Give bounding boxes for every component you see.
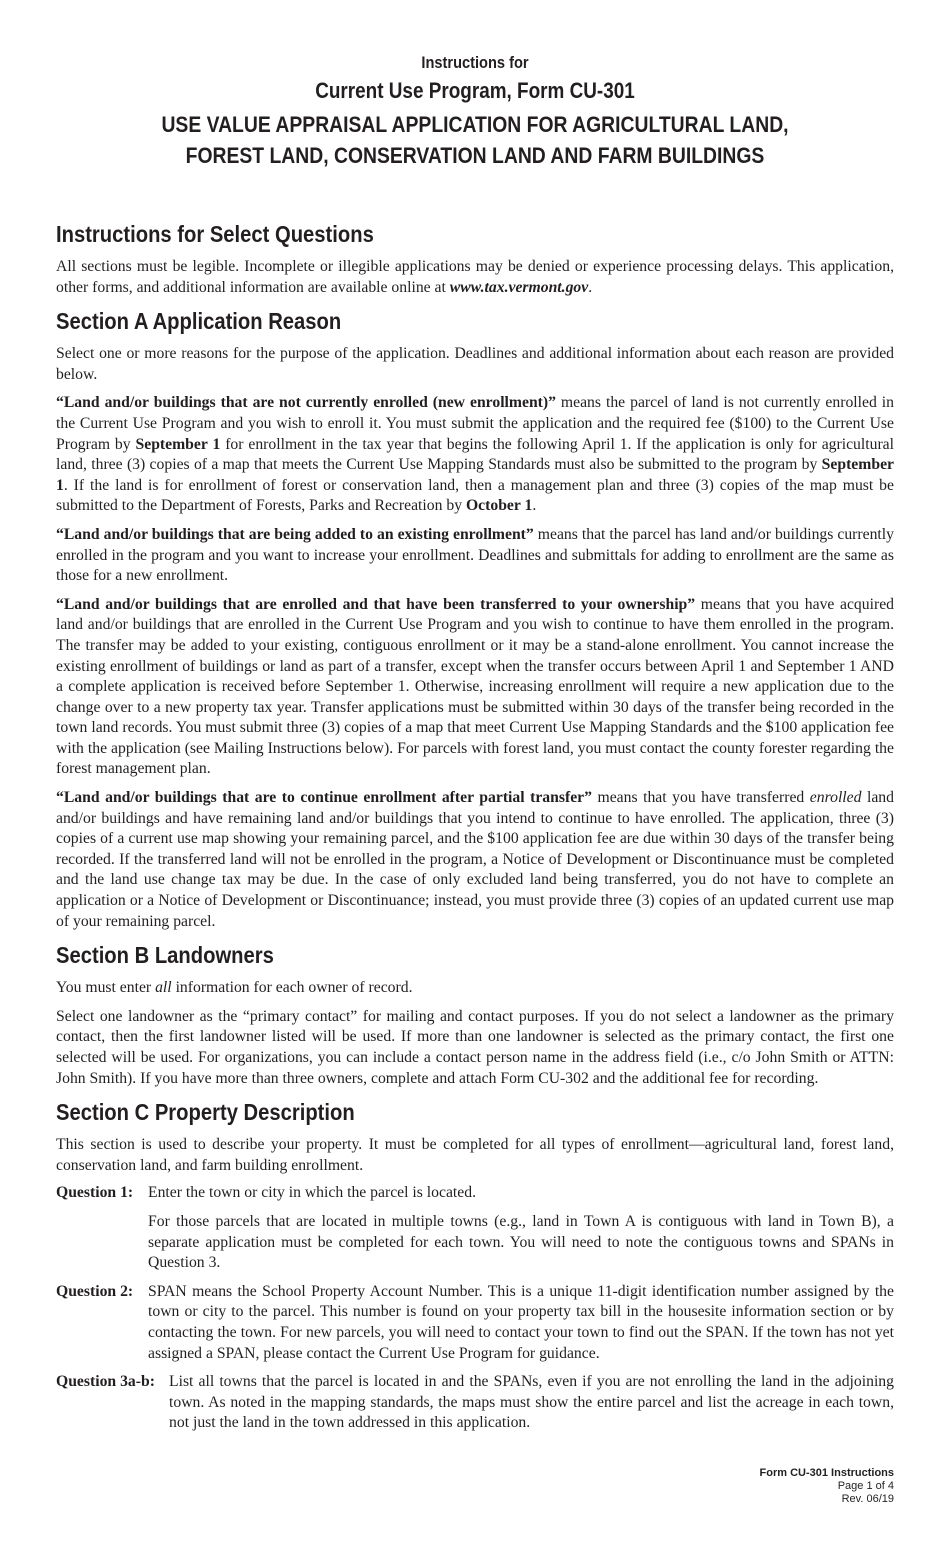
question-2-label: Question 2:: [56, 1282, 134, 1300]
header-title-line-2: FOREST LAND, CONSERVATION LAND AND FARM BUILDINGS: [185, 143, 765, 168]
select-questions-heading: Instructions for Select Questions: [56, 221, 374, 247]
footer-revision: Rev. 06/19: [841, 1493, 894, 1505]
question-3-text: List all towns that the parcel is located in and the SPANs, even if you are not enrolling the land in the adjoining town. As noted in the mapping standards, the maps must show the entire parcel and list the acreage in each town, not just the land in the town addressed in this application.: [169, 1373, 894, 1432]
page-footer: [760, 1467, 894, 1506]
question-1-label: Question 1:: [56, 1184, 134, 1202]
question-3-label: Question 3a-b:: [56, 1373, 155, 1391]
reason-transferred-ownership: “Land and/or buildings that are enrolled and that have been transferred to your ownership” means that you have acquired land and/or buildings that are enrolled in the Current Use Program and you wish to continue to have them enrolled in the program. The transfer may be added to your existing, contiguous enrollment or it may be a stand-alone enrollment. You cannot increase the existing enrollment of buildings or land as part of a transfer, except when the transfer occurs between April 1 and September 1 AND a complete application is received before September 1. Otherwise, increasing enrollment will require a new application due to the change over to a new property tax year. Transfer applications must be submitted within 30 days of the transfer being recorded in the town land records. You must submit three (3) copies of a map that meet Current Use Mapping Standards and the $100 application fee with the application (see Mailing Instructions below). For parcels with forest land, you must contact the county forester regarding the forest management plan.: [56, 595, 894, 778]
reason-added-enrollment: “Land and/or buildings that are being added to an existing enrollment” means that the parcel has land and/or buildings currently enrolled in the program and you want to increase your enrollment. Deadlines and submittals for adding to enrollment are the same as those for a new enrollment.: [56, 525, 894, 585]
header-title-line-1: USE VALUE APPRAISAL APPLICATION FOR AGRICULTURAL LAND,: [161, 112, 789, 137]
document-header: [56, 52, 894, 171]
section-b-paragraph-1: You must enter all information for each owner of record.: [56, 979, 413, 997]
section-a-intro: Select one or more reasons for the purpose of the application. Deadlines and additional information about each reason are provided below.: [56, 345, 894, 383]
reason-new-enrollment: “Land and/or buildings that are not currently enrolled (new enrollment)” means the parcel of land is not currently enrolled in the Current Use Program and you wish to enroll it. You must submit the application and the required fee ($100) to the Current Use Program by September 1 for enrollment in the tax year that begins the following April 1. If the application is only for agricultural land, three (3) copies of a map that meets the Current Use Mapping Standards must also be submitted to the program by September 1. If the land is for enrollment of forest or conservation land, then a management plan and three (3) copies of the map must be submitted to the Department of Forests, Parks and Recreation by October 1.: [56, 394, 894, 515]
section-a-heading: Section A Application Reason: [56, 308, 342, 335]
header-form-title: Current Use Program, Form CU-301: [315, 78, 635, 103]
footer-page-number: Page 1 of 4: [837, 1480, 894, 1492]
question-1-more-text: For those parcels that are located in multiple towns (e.g., land in Town A is contiguous with land in Town B), a separate application must be completed for each town. You will need to note the contiguous towns and SPANs in Question 3.: [148, 1212, 894, 1272]
question-3: [56, 1372, 894, 1434]
section-c-intro: This section is used to describe your property. It must be completed for all types of enrollment—agricultural land, forest land, conservation land, and farm building enrollment.: [56, 1136, 894, 1174]
question-1-more: [56, 1212, 894, 1274]
page-content: [56, 52, 894, 1434]
question-2-text: SPAN means the School Property Account Number. This is a unique 11-digit identification number assigned by the town or city to the parcel. This number is found on your property tax bill in the housesite information section or by contacting the town. For new parcels, you will need to contact your town to find out the SPAN. If the town has not yet assigned a SPAN, please contact the Current Use Program for guidance.: [148, 1282, 894, 1362]
section-b-paragraph-2: Select one landowner as the “primary contact” for mailing and contact purposes. If you do not select a landowner as the primary contact, then the first landowner listed will be used. If more than one landowner is selected as the primary contact, the first one selected will be used. For organizations, you can include a contact person name in the address field (i.e., c/o John Smith or ATTN: John Smith). If you have more than three owners, complete and attach Form CU-302 and the additional fee for recording.: [56, 1007, 894, 1087]
footer-form-name: Form CU-301 Instructions: [759, 1467, 894, 1479]
question-1: [56, 1183, 894, 1204]
reason-partial-transfer: “Land and/or buildings that are to continue enrollment after partial transfer” means that you have transferred enrolled land and/or buildings and have remaining land and/or buildings that you intend to continue to have enrolled. The application, three (3) copies of a current use map showing your remaining parcel, and the $100 application fee are due within 30 days of the transfer being recorded. If the transferred land will not be enrolled in the program, a Notice of Development or Discontinuance must be completed and the land use change tax may be due. In the case of only excluded land being transferred, you do not have to complete an application or a Notice of Development or Discontinuance; instead, you must provide three (3) copies of an updated current use map of your remaining parcel.: [56, 789, 894, 930]
section-b-heading: Section B Landowners: [56, 942, 274, 969]
header-line-1: Instructions for: [421, 53, 529, 72]
select-questions-paragraph: All sections must be legible. Incomplete or illegible applications may be denied or experience processing delays. This application, other forms, and additional information are available online at www.tax.vermont.gov.: [56, 258, 894, 296]
section-c-heading: Section C Property Description: [56, 1099, 355, 1126]
website-link[interactable]: www.tax.vermont.gov: [449, 278, 589, 296]
question-1-text: Enter the town or city in which the parcel is located.: [148, 1184, 477, 1202]
question-2: [56, 1282, 894, 1364]
